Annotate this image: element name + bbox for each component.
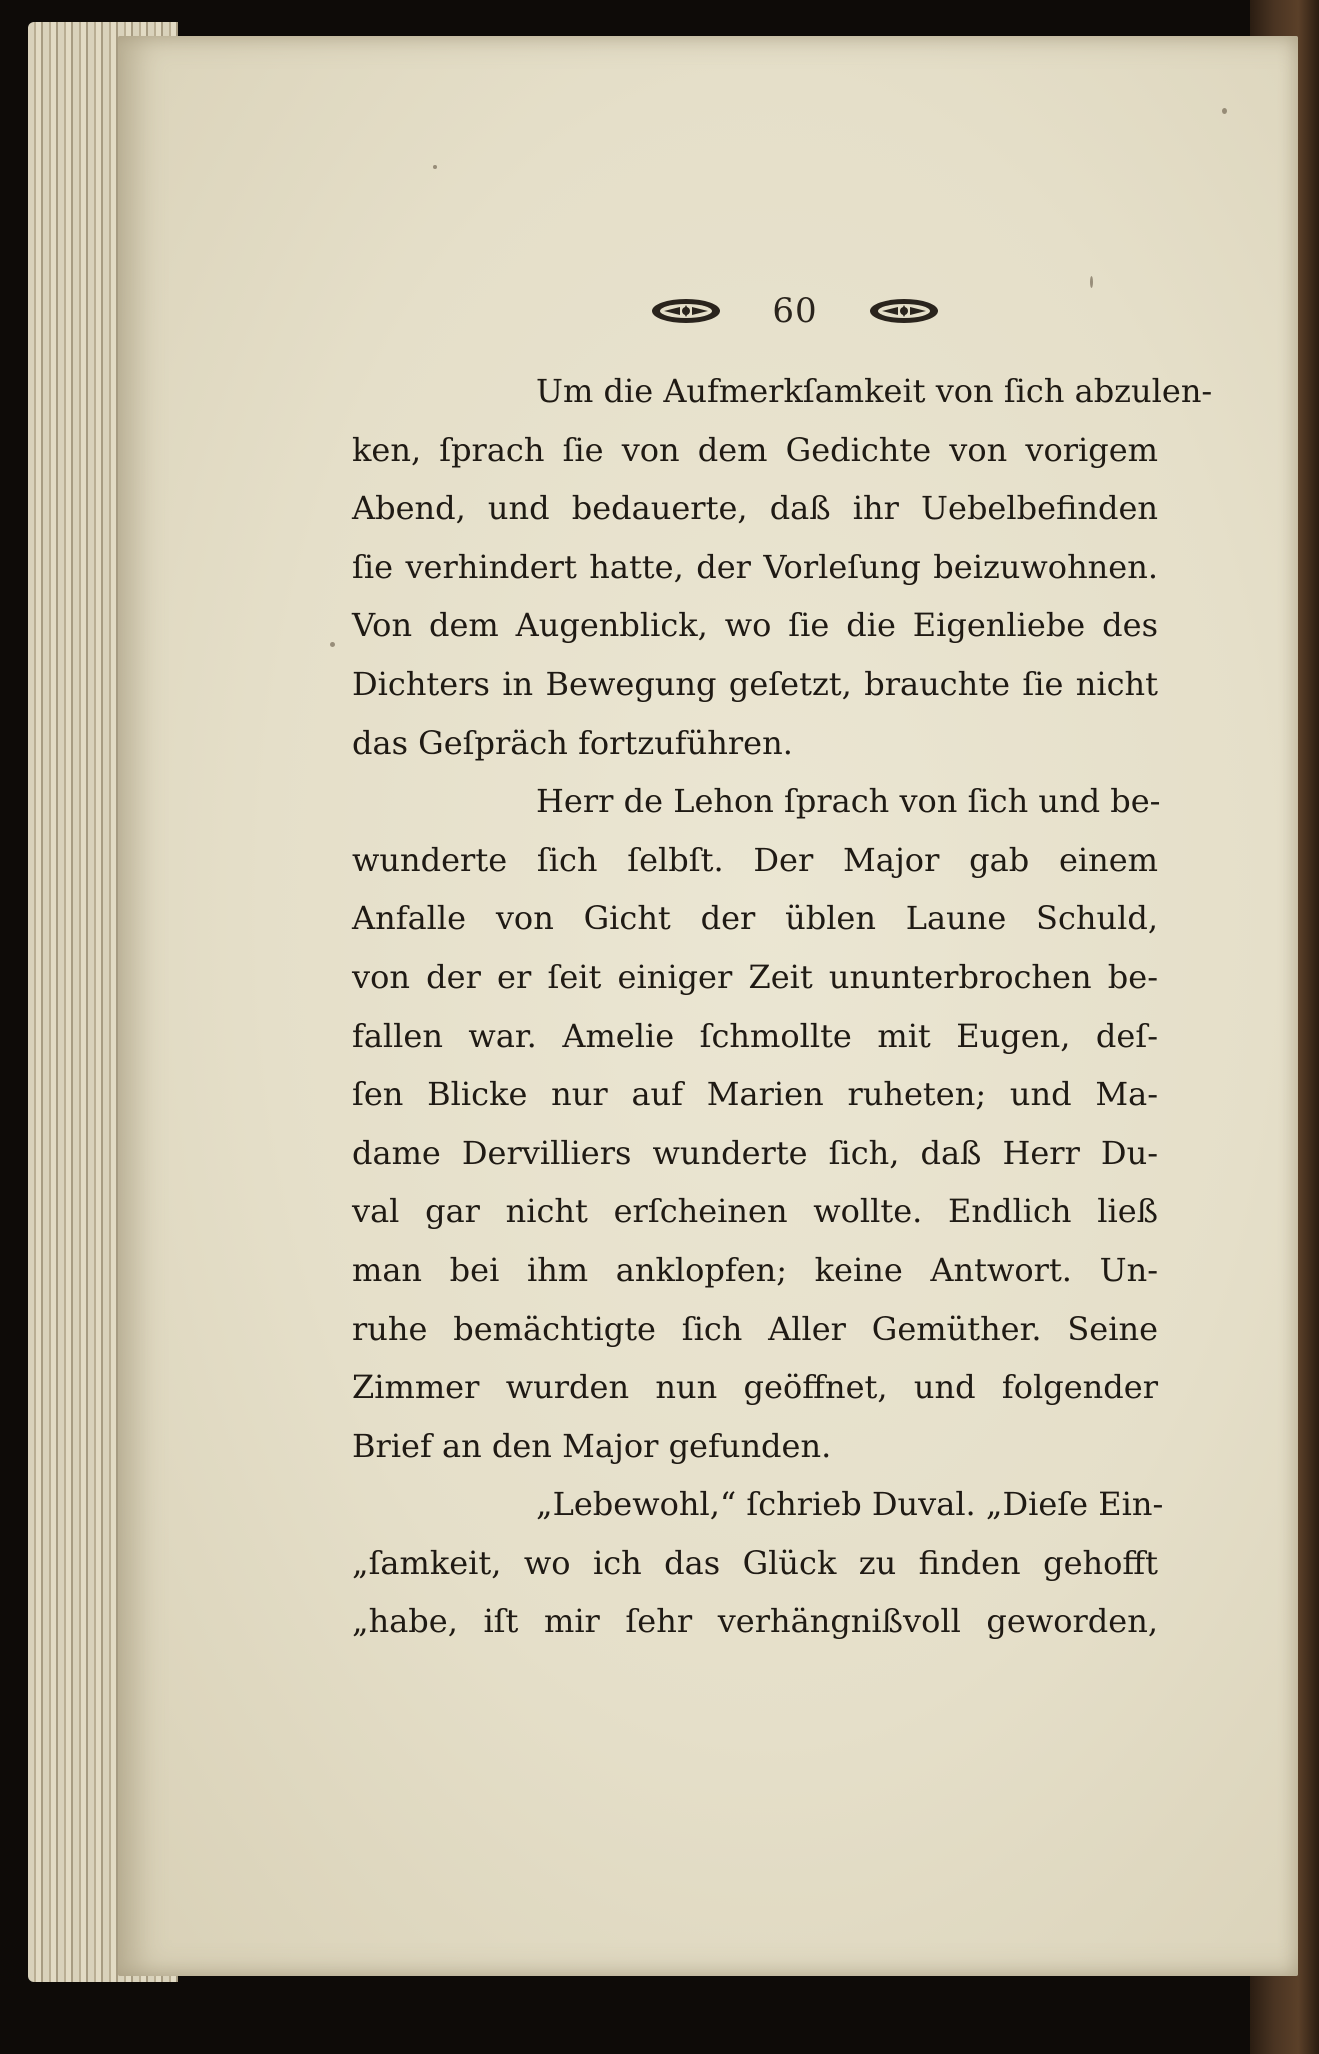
text-line: „habe, iſt mir ſehr verhängnißvoll geworden,	[352, 1602, 1158, 1641]
text-line: „ſamkeit, wo ich das Glück zu finden gehofft	[352, 1543, 1158, 1582]
text-line: Anfalle von Gicht der üblen Laune Schuld,	[352, 899, 1158, 938]
text-line: wunderte ſich ſelbſt. Der Major gab einem	[352, 840, 1158, 879]
paper-speck	[330, 642, 335, 647]
left-ornament-icon	[650, 296, 722, 326]
text-line: ken, ſprach ſie von dem Gedichte von vorigem	[352, 430, 1158, 469]
text-line: val gar nicht erſcheinen wollte. Endlich ließ	[352, 1192, 1158, 1231]
text-line: Um die Aufmerkſamkeit von ſich abzulen-	[536, 372, 1213, 410]
paragraph	[352, 1475, 1164, 1651]
text-line: dame Dervilliers wunderte ſich, daß Herr Du-	[352, 1133, 1158, 1172]
paragraph	[352, 362, 1213, 772]
body-text	[352, 362, 1213, 1651]
text-line: ruhe bemächtigte ſich Aller Gemüther. Seine	[352, 1309, 1158, 1348]
text-line: Herr de Lehon ſprach von ſich und be-	[536, 782, 1161, 821]
text-line: ſen Blicke nur auf Marien ruheten; und Ma-	[352, 1075, 1158, 1114]
text-line: das Geſpräch fortzuführen.	[352, 723, 793, 762]
page-number: 60	[772, 291, 818, 331]
text-line: fallen war. Amelie ſchmollte mit Eugen, deſ-	[352, 1016, 1158, 1055]
text-line: „Lebewohl,“ ſchrieb Duval. „Dieſe Ein-	[536, 1485, 1164, 1524]
text-line: man bei ihm anklopfen; keine Antwort. Un-	[352, 1250, 1158, 1289]
paper-speck	[1222, 108, 1227, 114]
text-line: Von dem Augenblick, wo ſie die Eigenliebe des	[352, 606, 1158, 645]
paper-speck	[433, 165, 437, 169]
right-ornament-icon	[868, 296, 940, 326]
page-header	[650, 286, 940, 336]
paper-speck	[1090, 276, 1093, 288]
text-line: von der er ſeit einiger Zeit ununterbrochen be-	[352, 957, 1158, 996]
text-line: Brief an den Major gefunden.	[352, 1426, 832, 1465]
text-line: Abend, und bedauerte, daß ihr Uebelbefinden	[352, 489, 1158, 528]
text-line: Dichters in Bewegung geſetzt, brauchte ſie nicht	[352, 664, 1158, 703]
paragraph	[352, 772, 1161, 1475]
text-line: Zimmer wurden nun geöffnet, und folgender	[352, 1368, 1158, 1407]
text-line: ſie verhindert hatte, der Vorleſung beizuwohnen.	[352, 547, 1158, 586]
